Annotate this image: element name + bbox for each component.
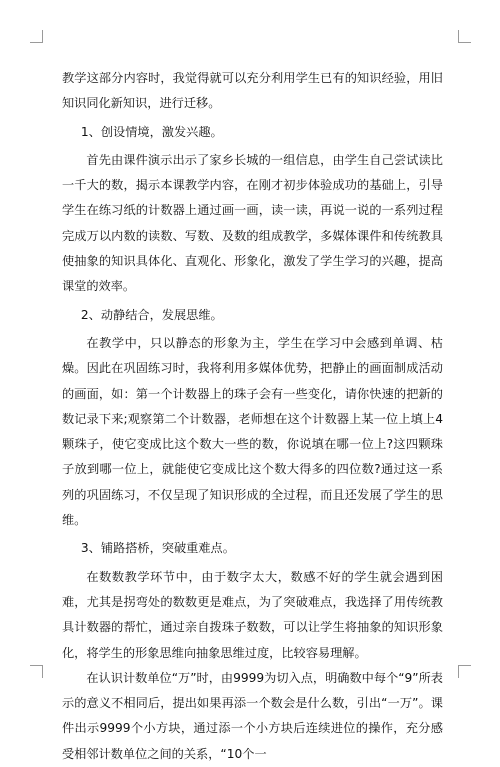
paragraph-dynamic-static: 在教学中，只以静态的形象为主，学生在学习中会感到单调、枯燥。因此在巩固练习时，我将利用多媒体优势，把静止的画面制成活动的画面，如：第一个计数器上的珠子会有一些变化，请你快速的把新的数记录下来;观察第二个计数器，老师想在这个计数器上某一位上填上4颗珠子，使它变成比这个数大一些的数，你说填在哪一位上?这四颗珠子放到哪一位上，就能使它变成比这个数大得多的四位数?通过这一系列的巩固练习，不仅呈现了知识形成的全过程，而且还发展了学生的思维。 xyxy=(62,335,443,528)
section-heading-3: 3、铺路搭桥，突破重难点。 xyxy=(80,541,235,556)
section-heading-1: 1、创设情境，激发兴趣。 xyxy=(80,124,223,139)
crop-mark-bottom-right xyxy=(458,665,471,678)
crop-mark-bottom-left xyxy=(30,665,43,678)
document-body xyxy=(62,66,443,767)
crop-mark-top-left xyxy=(30,30,43,43)
paragraph-continued: 教学这部分内容时，我觉得就可以充分利用学生已有的知识经验，用旧知识同化新知识，进行迁移。 xyxy=(62,71,443,111)
paragraph-counting: 在数数教学环节中，由于数字太大，数感不好的学生就会遇到困难，尤其是拐弯处的数数更是难点，为了突破难点，我选择了用传统教具计数器的帮忙，通过亲自拨珠子数数，可以让学生将抽象的知识形象化，将学生的形象思维向抽象思维过度，比较容易理解。 xyxy=(62,569,443,660)
paragraph-ten-thousand: 在认识计数单位“万”时，由9999为切入点，明确数中每个“9”所表示的意义不相同后，提出如果再添一个数会是什么数，引出“一万”。课件出示9999个小方块，通过添一个小方块后连续进位的操作，充分感受相邻计数单位之间的关系，“10个一 xyxy=(62,670,443,761)
paragraph-situation: 首先由课件演示出示了家乡长城的一组信息，由学生自己尝试读比一千大的数，揭示本课教学内容，在刚才初步体验成功的基础上，引导学生在练习纸的计数器上通过画一画，读一读，再说一说的一系列过程完成万以内数的读数、写数、及数的组成教学，多媒体课件和传统教具使抽象的知识具体化、直观化、形象化，激发了学生学习的兴趣，提高课堂的效率。 xyxy=(62,152,443,294)
crop-mark-top-right xyxy=(458,30,471,43)
section-heading-2: 2、动静结合，发展思维。 xyxy=(80,307,223,322)
